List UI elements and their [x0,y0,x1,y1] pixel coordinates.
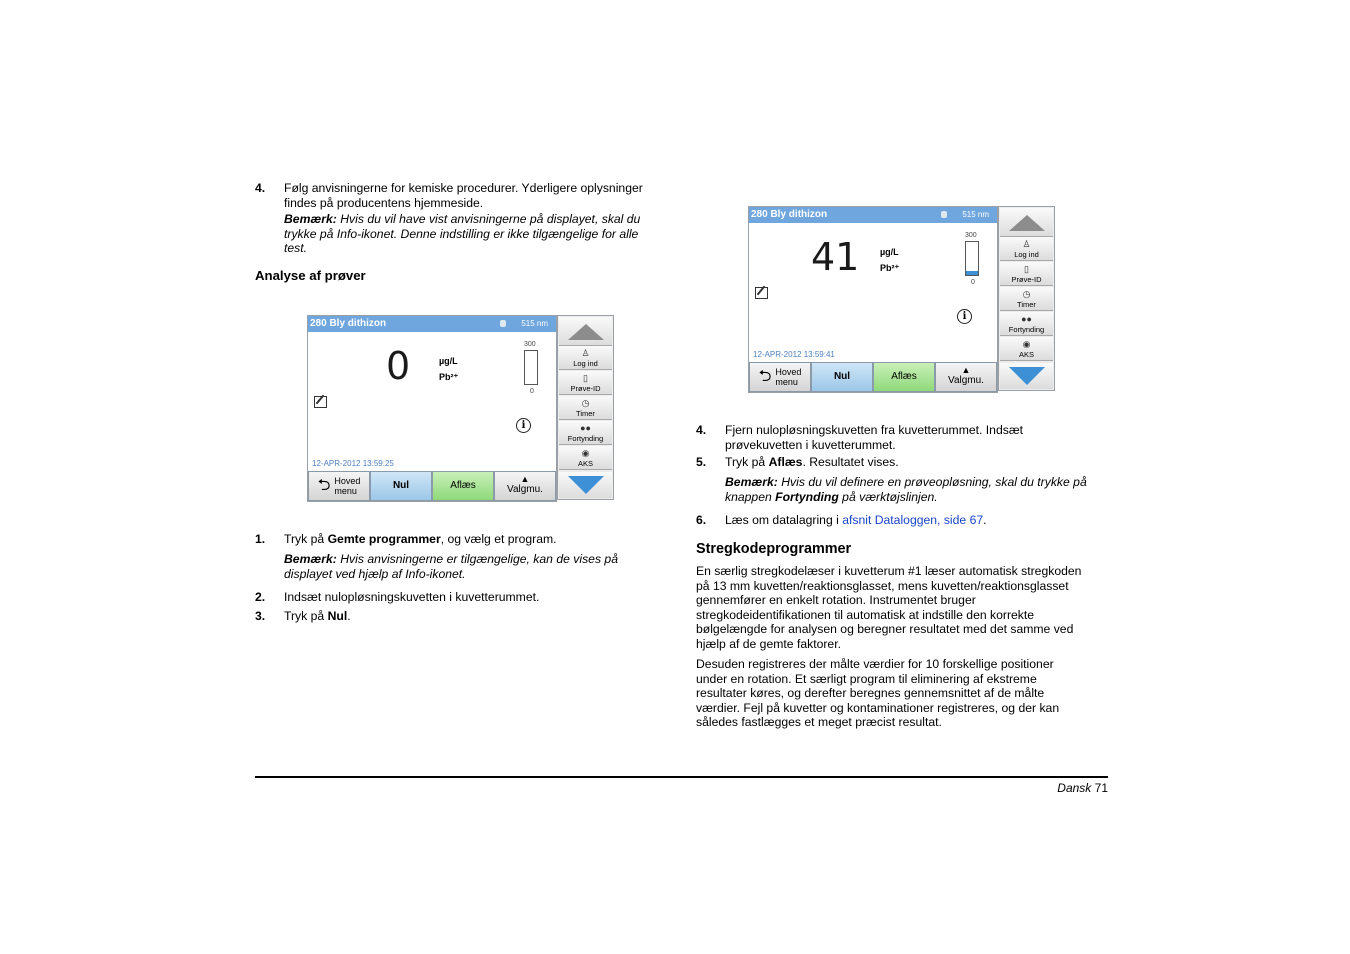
step-line: prøvekuvetten i kuvetterummet. [725,437,896,452]
program-title: 280 Bly dithizon [751,209,828,220]
back-icon: ⮌ [317,476,331,494]
button-row [749,362,997,392]
step-number: 2. [255,590,266,604]
vial-icon: ▯ [583,373,588,383]
scroll-up-button[interactable] [1000,208,1053,237]
screen-title-bar [308,316,556,332]
note-line: displayet ved hjælp af Info-ikonet. [284,566,466,581]
section-heading-analyse: Analyse af prøver [255,268,366,283]
step-line: Fjern nulopløsningskuvetten fra kuvetterummet. Indsæt [725,423,1024,437]
bar-min-label: 0 [971,279,975,286]
edit-icon[interactable] [755,287,768,299]
timer-icon: ◷ [1022,289,1031,299]
barcode-paragraph-2 [696,657,1116,730]
step-text: Indsæt nulopløsningskuvetten i kuvetterummet. [284,590,540,604]
date-time: 12-APR-2012 13:59:25 [312,459,394,468]
datalog-link[interactable]: afsnit Dataloggen, side 67 [842,513,984,527]
note-line: trykke på Info-ikonet. Denne indstilling er ikke tilgængelige for alle [284,226,639,241]
toolbar-sidebar-2 [998,206,1055,391]
person-icon: ♙ [1022,239,1031,249]
edit-icon[interactable] [314,396,327,408]
paragraph-line: resultater køres, og derefter beregnes gennemsnittet af de målte [696,686,1045,701]
level-bar [965,241,979,276]
step-line: findes på producentens hjemmeside. [284,195,484,210]
bar-max-label: 300 [524,341,536,348]
bar-max-label: 300 [965,232,977,239]
reading-value: 41 [811,235,860,279]
wavelength: 515 nm [521,319,548,328]
note-line [284,212,674,227]
lamp-icon [941,211,947,218]
step-number: 4. [696,423,707,437]
step-text: Tryk på Nul. [284,609,351,623]
lamp-icon [500,320,506,327]
dilution-button[interactable]: ●● Fortynding [559,421,612,445]
read-button[interactable]: Aflæs [432,471,494,501]
left-note-2 [284,552,674,581]
step-number: 3. [255,609,266,623]
toolbar-sidebar-1 [557,315,614,500]
note-line: knappen Fortynding på værktøjslinjen. [725,489,938,504]
globe-icon: ◉ [581,448,590,458]
paragraph-line: bølgelængde for analysen og beregner resultatet med det samme ved [696,622,1074,637]
sample-id-button[interactable]: ▯ Prøve-ID [559,371,612,395]
note-line: test. [284,241,308,256]
sample-id-button[interactable]: ▯ Prøve-ID [1000,262,1053,286]
zero-button[interactable]: Nul [811,362,873,392]
dilution-button[interactable]: ●● Fortynding [1000,312,1053,336]
paragraph-line: på 13 mm kuvetten/reaktionsglasset, mens kuvetten/reaktionsglasset [696,578,1069,593]
right-note-3 [725,475,1115,504]
aks-button[interactable]: ◉ AKS [1000,337,1053,361]
paragraph-line: stregkodeidentifikationen til automatisk at indstille den korrekte [696,607,1035,622]
step-text: Læs om datalagring i afsnit Dataloggen, side 67. [725,513,987,527]
dilution-icon: ●● [580,423,591,433]
options-label: Valgmu. [507,483,543,495]
footer-rule [255,776,1108,778]
main-menu-label: Hoved menu [775,367,802,387]
level-bar-fill [966,271,978,275]
paragraph-line: Desuden registreres der målte værdier for 10 forskellige positioner [696,657,1054,671]
unit-label: µg/L [439,356,458,366]
note-line: Bemærk: Hvis anvisningerne er tilgængelige, kan de vises på [284,552,618,566]
chevron-up-icon: ▲ [961,364,971,375]
page-number: 71 [1094,781,1108,795]
scroll-down-button[interactable] [559,472,612,498]
chevron-up-icon: ▲ [520,473,530,484]
level-bar [524,350,538,385]
dilution-icon: ●● [1021,314,1032,324]
timer-button[interactable]: ◷ Timer [1000,287,1053,311]
barcode-paragraph-1 [696,564,1116,652]
main-menu-label: Hoved menu [334,476,361,496]
bar-min-label: 0 [530,388,534,395]
read-button[interactable]: Aflæs [873,362,935,392]
program-title: 280 Bly dithizon [310,318,387,329]
step-number: 5. [696,455,707,469]
instrument-screen-2 [748,206,998,393]
step-text [284,181,643,210]
info-icon[interactable]: i [957,309,972,324]
note-text: Hvis du vil have vist anvisningerne på displayet, skal du [336,212,641,226]
step-text [725,423,1023,452]
note-label: Bemærk: [284,212,337,226]
note-line: Bemærk: Hvis du vil definere en prøveopløsning, skal du trykke på [725,475,1087,489]
footer-language: Dansk [1057,781,1092,795]
step-number: 4. [255,181,266,195]
screen-title-bar [749,207,997,223]
login-button[interactable]: ♙ Log ind [1000,237,1053,261]
scroll-down-button[interactable] [1000,363,1053,389]
scroll-up-button[interactable] [559,317,612,346]
paragraph-line: En særlig stregkodelæser i kuvetterum #1 læser automatisk stregkoden [696,564,1082,578]
step-line: Følg anvisningerne for kemiske procedurer. Yderligere oplysninger [284,181,643,195]
left-note-1 [284,212,674,256]
timer-icon: ◷ [581,398,590,408]
person-icon: ♙ [581,348,590,358]
paragraph-line: gennemfører en enkelt rotation. Instrumentet bruger [696,593,976,608]
page-footer [1057,781,1108,796]
options-button[interactable] [935,362,997,392]
ion-label: Pb²⁺ [880,263,900,273]
instrument-screen-1 [307,315,557,502]
step-text: Tryk på Gemte programmer, og vælg et program. [284,532,557,546]
aks-button[interactable]: ◉ AKS [559,446,612,470]
options-button[interactable] [494,471,556,501]
paragraph-line: værdier. Fejl på kuvetter og kontaminationer registreres, og der kan [696,700,1060,715]
ion-label: Pb²⁺ [439,372,459,382]
back-icon: ⮌ [758,367,772,385]
paragraph-line: under en rotation. Et særligt program til eliminering af ekstreme [696,671,1037,686]
paragraph-line: således fastlægges et meget præcist resultat. [696,715,942,730]
login-button[interactable]: ♙ Log ind [559,346,612,370]
options-label: Valgmu. [948,374,984,386]
wavelength: 515 nm [962,210,989,219]
reading-value: 0 [386,344,411,388]
timer-button[interactable]: ◷ Timer [559,396,612,420]
zero-button[interactable]: Nul [370,471,432,501]
button-row [308,471,556,501]
step-number: 6. [696,513,707,527]
globe-icon: ◉ [1022,339,1031,349]
info-icon[interactable]: i [516,418,531,433]
paragraph-line: hjælp af de gemte faktorer. [696,636,841,651]
step-text: Tryk på Aflæs. Resultatet vises. [725,455,899,469]
main-menu-button[interactable] [749,362,811,392]
main-menu-button[interactable] [308,471,370,501]
vial-icon: ▯ [1024,264,1029,274]
date-time: 12-APR-2012 13:59:41 [753,350,835,359]
section-heading-barcode: Stregkodeprogrammer [696,541,852,557]
step-number: 1. [255,532,266,546]
unit-label: µg/L [880,247,899,257]
